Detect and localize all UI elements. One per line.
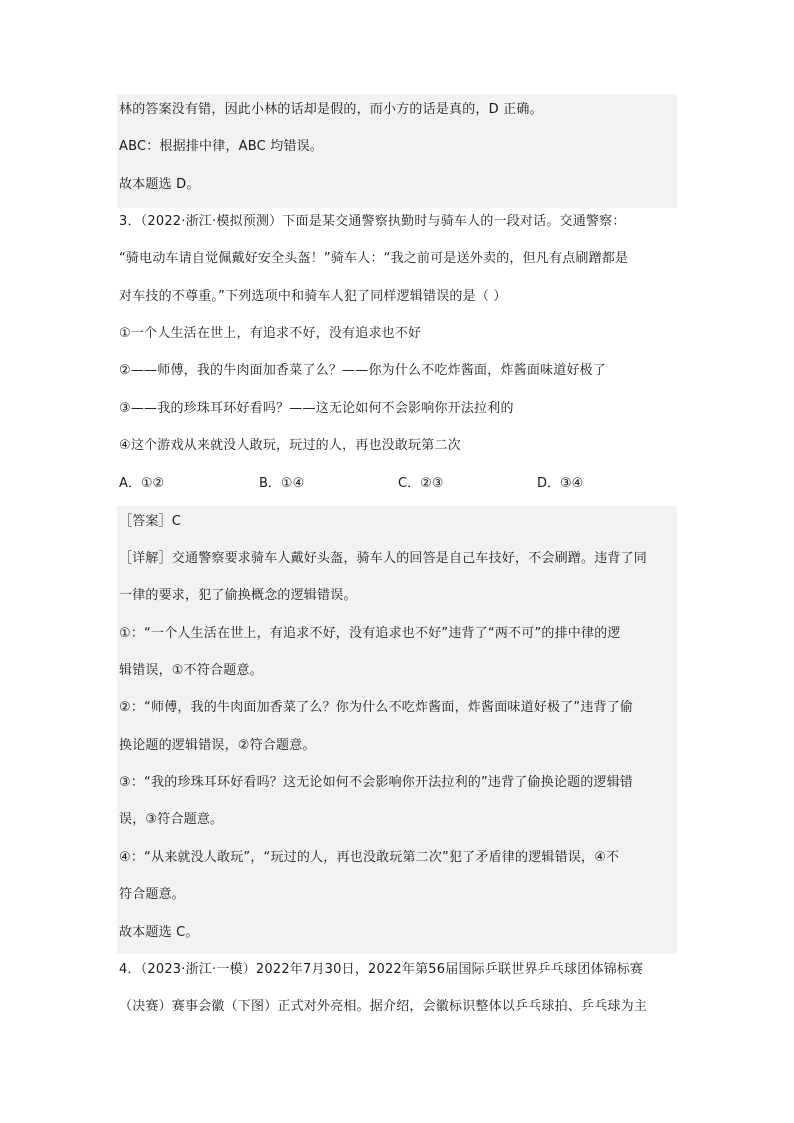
answer-text-line: 林的答案没有错，因此小林的话却是假的，而小方的话是真的，D 正确。 xyxy=(119,102,543,117)
question-text-line: “骑电动车请自觉佩戴好安全头盔！”骑车人：“我之前可是送外卖的，但凡有点刷蹭都是 xyxy=(119,251,629,266)
option-d: D．③④ xyxy=(537,476,584,491)
option-c: C．②③ xyxy=(398,476,444,491)
explanation-line: 辑错误，①不符合题意。 xyxy=(119,663,263,678)
explanation-line: ②：“师傅，我的牛肉面加香菜了么？你为什么不吃炸酱面，炸酱面味道好极了”违背了偷 xyxy=(119,700,634,715)
explanation-line: 误，③符合题意。 xyxy=(119,812,224,827)
explanation-line: 换论题的逻辑错误，②符合题意。 xyxy=(119,738,316,753)
answer-block-shade-2 xyxy=(117,506,677,954)
question-item-2: ②——师傅，我的牛肉面加香菜了么？——你为什么不吃炸酱面，炸酱面味道好极了 xyxy=(119,363,607,378)
explanation-line: ③：“我的珍珠耳环好看吗？这无论如何不会影响你开法拉利的”违背了偷换论题的逻辑错 xyxy=(119,775,634,790)
answer-text-line: 故本题选 D。 xyxy=(119,177,200,192)
question-item-1: ①一个人生活在世上，有追求不好，没有追求也不好 xyxy=(119,326,422,341)
answer-label: ［答案］C xyxy=(119,514,182,529)
option-b: B．①④ xyxy=(259,476,305,491)
question-text-line: 4．（2023·浙江·一模）2022年7月30日，2022年第56届国际乒联世界乒乓球团体锦标赛 xyxy=(119,962,644,977)
question-item-4: ④这个游戏从来就没人敢玩，玩过的人，再也没敢玩第二次 xyxy=(119,438,461,453)
explanation-line: ［详解］交通警察要求骑车人戴好头盔，骑车人的回答是自己车技好，不会刷蹭。违背了同 xyxy=(119,551,648,566)
explanation-line: 符合题意。 xyxy=(119,887,186,902)
explanation-line: ①：“一个人生活在世上，有追求不好，没有追求也不好”违背了“两不可”的排中律的逻 xyxy=(119,626,621,641)
explanation-line: 一律的要求，犯了偷换概念的逻辑错误。 xyxy=(119,588,357,603)
option-a: A．①② xyxy=(119,476,165,491)
explanation-line: 故本题选 C。 xyxy=(119,925,199,940)
question-text-line: 对车技的不尊重。”下列选项中和骑车人犯了同样逻辑错误的是（ ） xyxy=(119,289,507,304)
answer-text-line: ABC：根据排中律，ABC 均错误。 xyxy=(119,139,324,154)
question-text-line: 3．（2022·浙江·模拟预测）下面是某交通警察执勤时与骑车人的一段对话。交通警察： xyxy=(119,214,626,229)
question-text-line: （决赛）赛事会徽（下图）正式对外亮相。据介绍，会徽标识整体以乒乓球拍、乒乓球为主 xyxy=(119,999,648,1014)
question-item-3: ③——我的珍珠耳环好看吗？——这无论如何不会影响你开法拉利的 xyxy=(119,401,514,416)
explanation-line: ④：“从来就没人敢玩”，“玩过的人，再也没敢玩第二次”犯了矛盾律的逻辑错误，④不 xyxy=(119,850,620,865)
